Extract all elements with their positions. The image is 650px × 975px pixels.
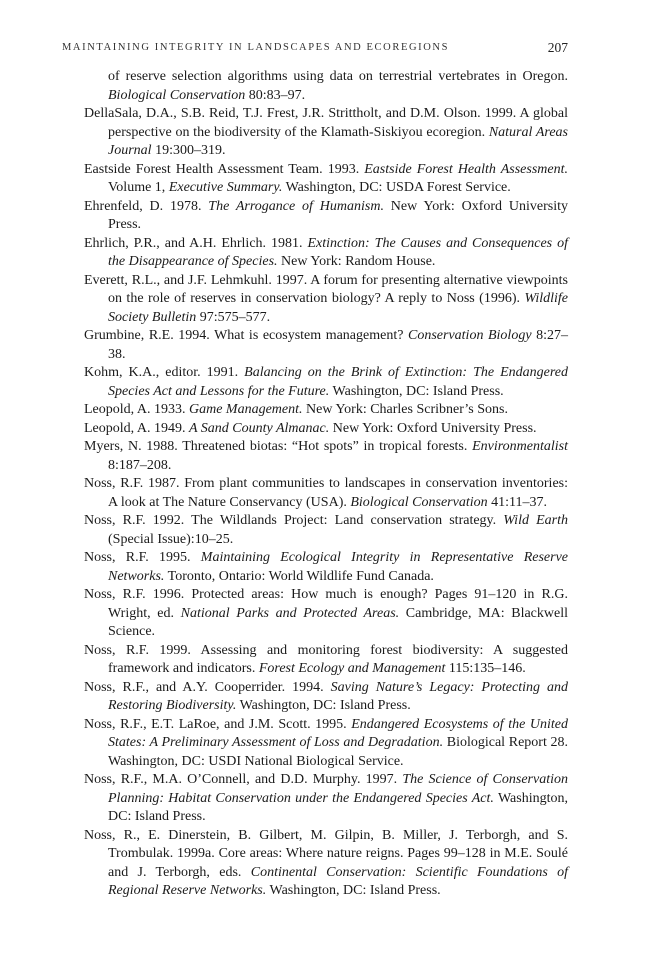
reference-title-italic: National Parks and Protected Areas. xyxy=(180,605,400,621)
reference-title-italic: Natural Areas Journal xyxy=(108,124,568,158)
reference-title-italic: Wildlife Society Bulletin xyxy=(108,291,568,325)
reference-text: Eastside Forest Health Assessment Team. 1993. xyxy=(84,161,365,177)
reference-entry xyxy=(84,105,568,161)
reference-text: Leopold, A. 1933. xyxy=(84,402,189,417)
reference-entry-continued xyxy=(84,68,568,105)
reference-text: New York: Random House. xyxy=(277,254,436,269)
reference-text: Washington, DC: USDA Forest Service. xyxy=(282,180,511,195)
reference-text: Noss, R.F. 1987. From plant communities to landscapes in conservation inventories: A look at The Nature Conservancy (USA). xyxy=(84,476,568,510)
reference-entry xyxy=(84,512,568,549)
reference-text: Washington, DC: Island Press. xyxy=(108,790,568,824)
reference-text: Ehrenfeld, D. 1978. xyxy=(84,198,209,214)
reference-text: Noss, R.F. 1999. Assessing and monitoring forest biodiversity: A suggested framework and indicators. xyxy=(84,642,568,676)
reference-text: Cambridge, MA: Blackwell Science. xyxy=(108,605,569,639)
reference-entry xyxy=(84,642,568,679)
reference-entry xyxy=(84,235,568,272)
reference-text: 80:83–97. xyxy=(245,87,306,103)
reference-text: 97:575–577. xyxy=(196,309,271,325)
reference-entry xyxy=(84,161,568,198)
reference-text: Everett, R.L., and J.F. Lehmkuhl. 1997. A forum for presenting alternative viewpoints on the role of reserves in conservation biology? A reply to Noss (1996). xyxy=(84,272,568,306)
reference-title-italic: Maintaining Ecological Integrity in Representative Reserve Networks. xyxy=(108,550,568,584)
reference-title-italic: Environmentalist xyxy=(472,439,568,454)
reference-list xyxy=(84,68,568,901)
page-number: 207 xyxy=(547,40,568,55)
reference-title-italic: Conservation Biology xyxy=(408,328,532,343)
reference-text: (Special Issue):10–25. xyxy=(108,531,234,547)
reference-text: 8:27–38. xyxy=(108,328,568,362)
reference-title-italic: A Sand County Almanac. xyxy=(189,420,330,436)
reference-text: Grumbine, R.E. 1994. What is ecosystem management? xyxy=(84,328,408,343)
reference-text: Noss, R.F. 1995. xyxy=(84,550,201,565)
reference-entry xyxy=(84,716,568,772)
reference-title-italic: Biological Conservation xyxy=(108,87,246,103)
reference-title-italic: Biological Conservation xyxy=(350,494,488,510)
reference-text: Volume 1, xyxy=(108,180,169,195)
reference-text: New York: Oxford University Press. xyxy=(108,198,568,232)
reference-entry xyxy=(84,771,568,827)
reference-entry xyxy=(84,586,568,642)
reference-text: Ehrlich, P.R., and A.H. Ehrlich. 1981. xyxy=(84,235,308,251)
reference-text: Noss, R.F., M.A. O’Connell, and D.D. Murphy. 1997. xyxy=(84,772,403,787)
running-head: MAINTAINING INTEGRITY IN LANDSCAPES AND ECOREGIONS xyxy=(62,42,450,53)
reference-text: Toronto, Ontario: World Wildlife Fund Canada. xyxy=(164,568,434,584)
reference-text: Noss, R.F., and A.Y. Cooperrider. 1994. xyxy=(84,679,331,695)
reference-title-italic: The Science of Conservation Planning: Habitat Conservation under the Endangered Species Act. xyxy=(108,772,568,806)
reference-text: 19:300–319. xyxy=(151,143,226,158)
reference-text: New York: Charles Scribner’s Sons. xyxy=(302,402,508,417)
reference-entry xyxy=(84,420,568,439)
reference-title-italic: Game Management. xyxy=(189,402,303,417)
reference-text: DellaSala, D.A., S.B. Reid, T.J. Frest, J.R. Strittholt, and D.M. Olson. 1999. A global perspective on the biodiversity of the Klamath-Siskiyou ecoregion. xyxy=(84,106,568,140)
reference-text: Noss, R.F. 1996. Protected areas: How much is enough? Pages 91–120 in R.G. Wright, ed. xyxy=(84,587,568,621)
reference-text: Biological Report 28. Washington, DC: USDI National Biological Service. xyxy=(108,735,568,769)
reference-text: 115:135–146. xyxy=(445,661,526,676)
reference-entry xyxy=(84,549,568,586)
reference-title-italic: Continental Conservation: Scientific Foundations of Regional Reserve Networks. xyxy=(108,864,568,898)
reference-text: Myers, N. 1988. Threatened biotas: “Hot spots” in tropical forests. xyxy=(84,439,473,454)
reference-entry xyxy=(84,679,568,716)
reference-entry xyxy=(84,438,568,475)
reference-text: New York: Oxford University Press. xyxy=(329,420,537,436)
reference-entry xyxy=(84,198,568,235)
reference-title-italic: The Arrogance of Humanism. xyxy=(208,198,384,214)
reference-entry xyxy=(84,364,568,401)
reference-text: Washington, DC: Island Press. xyxy=(266,883,441,898)
reference-title-italic: Saving Nature’s Legacy: Protecting and Restoring Biodiversity. xyxy=(108,679,568,713)
reference-text: 8:187–208. xyxy=(108,457,172,473)
reference-title-italic: Eastside Forest Health Assessment. xyxy=(364,161,568,177)
reference-text: Kohm, K.A., editor. 1991. xyxy=(84,365,245,380)
reference-entry xyxy=(84,475,568,512)
reference-text: Noss, R.F., E.T. LaRoe, and J.M. Scott. 1995. xyxy=(84,716,352,732)
reference-title-italic: Endangered Ecosystems of the United States: A Preliminary Assessment of Loss and Degradation. xyxy=(108,716,569,750)
reference-text: Noss, R.F. 1992. The Wildlands Project: Land conservation strategy. xyxy=(84,513,504,528)
reference-text: of reserve selection algorithms using data on terrestrial vertebrates in Oregon. xyxy=(108,69,568,84)
reference-title-italic: Balancing on the Brink of Extinction: The Endangered Species Act and Lessons for the Future. xyxy=(108,365,568,399)
reference-text: 41:11–37. xyxy=(487,494,547,510)
reference-text: Washington, DC: Island Press. xyxy=(236,698,411,713)
reference-entry xyxy=(84,401,568,420)
reference-text: Leopold, A. 1949. xyxy=(84,420,189,436)
reference-text: Noss, R., E. Dinerstein, B. Gilbert, M. Gilpin, B. Miller, J. Terborgh, and S. Trombulak. 1999a. Core areas: Where nature reigns. Pages 99–128 in M.E. Soulé and J. Terborgh, eds. xyxy=(84,827,568,880)
reference-title-italic: Extinction: The Causes and Consequences of the Disappearance of Species. xyxy=(108,235,568,269)
reference-title-italic: Forest Ecology and Management xyxy=(258,661,446,676)
reference-text: Washington, DC: Island Press. xyxy=(329,383,504,399)
reference-title-italic: Executive Summary. xyxy=(168,180,283,195)
reference-title-italic: Wild Earth xyxy=(503,513,568,528)
reference-entry xyxy=(84,327,568,364)
reference-entry xyxy=(84,272,568,328)
reference-entry xyxy=(84,827,568,901)
